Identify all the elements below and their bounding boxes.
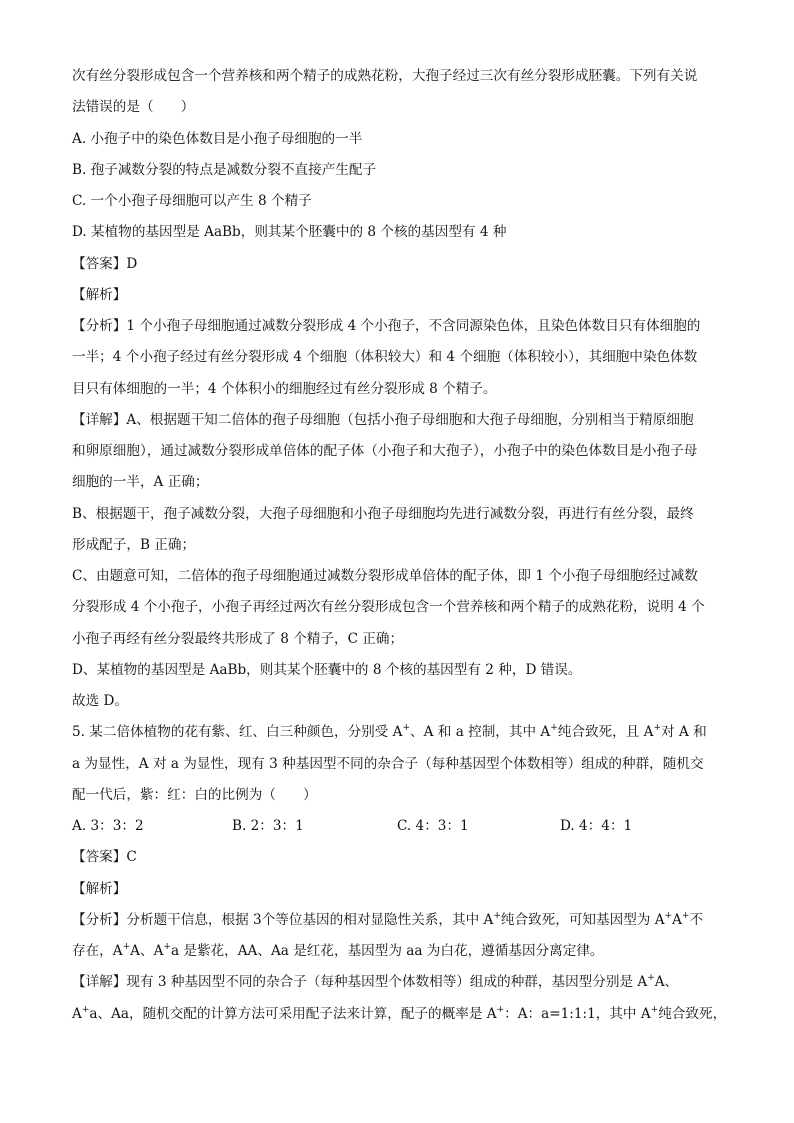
q4-jiexi-label: 【解析】 — [72, 287, 127, 303]
q5-xiangjie-line1: 【详解】现有 3 种基因型不同的杂合子（每种基因型个体数相等）组成的种群，基因型分别是 A+A、 — [72, 973, 679, 990]
q4-xiangjie-line4: B、根据题干，孢子减数分裂，大孢子母细胞和小孢子母细胞均先进行减数分裂，再进行有丝分裂，最终 — [72, 506, 694, 522]
q4-answer: 【答案】D — [72, 256, 138, 272]
q4-xiangjie-line9: D、某植物的基因型是 AaBb，则其某个胚囊中的 8 个核的基因型有 2 种，D 错误。 — [72, 662, 582, 678]
q5-answer: 【答案】C — [72, 849, 137, 865]
q4-fenxi-line1: 【分析】1 个小孢子母细胞通过减数分裂形成 4 个小孢子，不含同源染色体，且染色体数目只有体细胞的 — [72, 318, 701, 334]
q4-xiangjie-line1: 【详解】A、根据题干知二倍体的孢子母细胞（包括小孢子母细胞和大孢子母细胞，分别相当于精原细胞 — [72, 412, 694, 428]
q5-stem-line3: 配一代后，紫：红：白的比例为（ ） — [72, 787, 317, 803]
q5-fenxi-line1: 【分析】分析题干信息，根据 3个等位基因的相对显隐性关系，其中 A+纯合致死，可知基因型为 A+A+不 — [72, 911, 704, 928]
q4-option-c: C. 一个小孢子母细胞可以产生 8 个精子 — [72, 193, 312, 209]
q4-option-a: A. 小孢子中的染色体数目是小孢子母细胞的一半 — [72, 131, 363, 147]
q5-option-b: B. 2：3：1 — [232, 818, 304, 834]
q4-xiangjie-line10: 故选 D。 — [72, 693, 129, 709]
q5-option-c: C. 4：3：1 — [397, 818, 469, 834]
q5-option-a: A. 3：3：2 — [72, 818, 144, 834]
q4-xiangjie-line5: 形成配子，B 正确； — [72, 537, 196, 553]
q4-xiangjie-line6: C、由题意可知，二倍体的孢子母细胞通过减数分裂形成单倍体的配子体，即 1 个小孢子母细胞经过减数 — [72, 568, 698, 584]
q5-fenxi-line2: 存在，A+A、A+a 是紫花，AA、Aa 是红花，基因型为 aa 为白花，遵循基因分离定律。 — [72, 942, 604, 959]
q4-xiangjie-line7: 分裂形成 4 个小孢子，小孢子再经过两次有丝分裂形成包含一个营养核和两个精子的成熟花粉，说明 4 个 — [72, 599, 705, 615]
q5-options-row — [72, 816, 726, 836]
q5-option-d: D. 4：4：1 — [560, 818, 633, 834]
q4-xiangjie-line8: 小孢子再经有丝分裂最终共形成了 8 个精子，C 正确； — [72, 631, 404, 647]
q4-xiangjie-line3: 细胞的一半，A 正确； — [72, 474, 209, 490]
q5-stem-line2: a 为显性，A 对 a 为显性，现有 3 种基因型不同的杂合子（每种基因型个体数相等）组成的种群，随机交 — [72, 756, 704, 772]
q5-jiexi-label: 【解析】 — [72, 881, 127, 897]
q4-fenxi-line3: 目只有体细胞的一半；4 个体积小的细胞经过有丝分裂形成 8 个精子。 — [72, 381, 497, 397]
q4-stem-line2: 法错误的是（ ） — [72, 99, 195, 115]
q4-option-b: B. 孢子减数分裂的特点是减数分裂不直接产生配子 — [72, 162, 377, 178]
q4-option-d: D. 某植物的基因型是 AaBb，则其某个胚囊中的 8 个核的基因型有 4 种 — [72, 224, 507, 240]
q4-stem-line1: 次有丝分裂形成包含一个营养核和两个精子的成熟花粉，大孢子经过三次有丝分裂形成胚囊。下列有关说 — [72, 68, 698, 84]
q4-fenxi-line2: 一半；4 个小孢子经过有丝分裂形成 4 个细胞（体积较大）和 4 个细胞（体积较小），其细胞中染色体数 — [72, 349, 698, 365]
q4-xiangjie-line2: 和卵原细胞），通过减数分裂形成单倍体的配子体（小孢子和大孢子），小孢子中的染色体数目是小孢子母 — [72, 443, 698, 459]
q5-stem-line1: 5. 某二倍体植物的花有紫、红、白三种颜色，分别受 A+、A 和 a 控制，其中 A+纯合致死，且 A+对 A 和 — [72, 723, 707, 740]
q5-xiangjie-line2: A+a、Aa，随机交配的计算方法可采用配子法来计算，配子的概率是 A+：A：a=1:1:1，其中 A+纯合致死， — [72, 1005, 727, 1022]
